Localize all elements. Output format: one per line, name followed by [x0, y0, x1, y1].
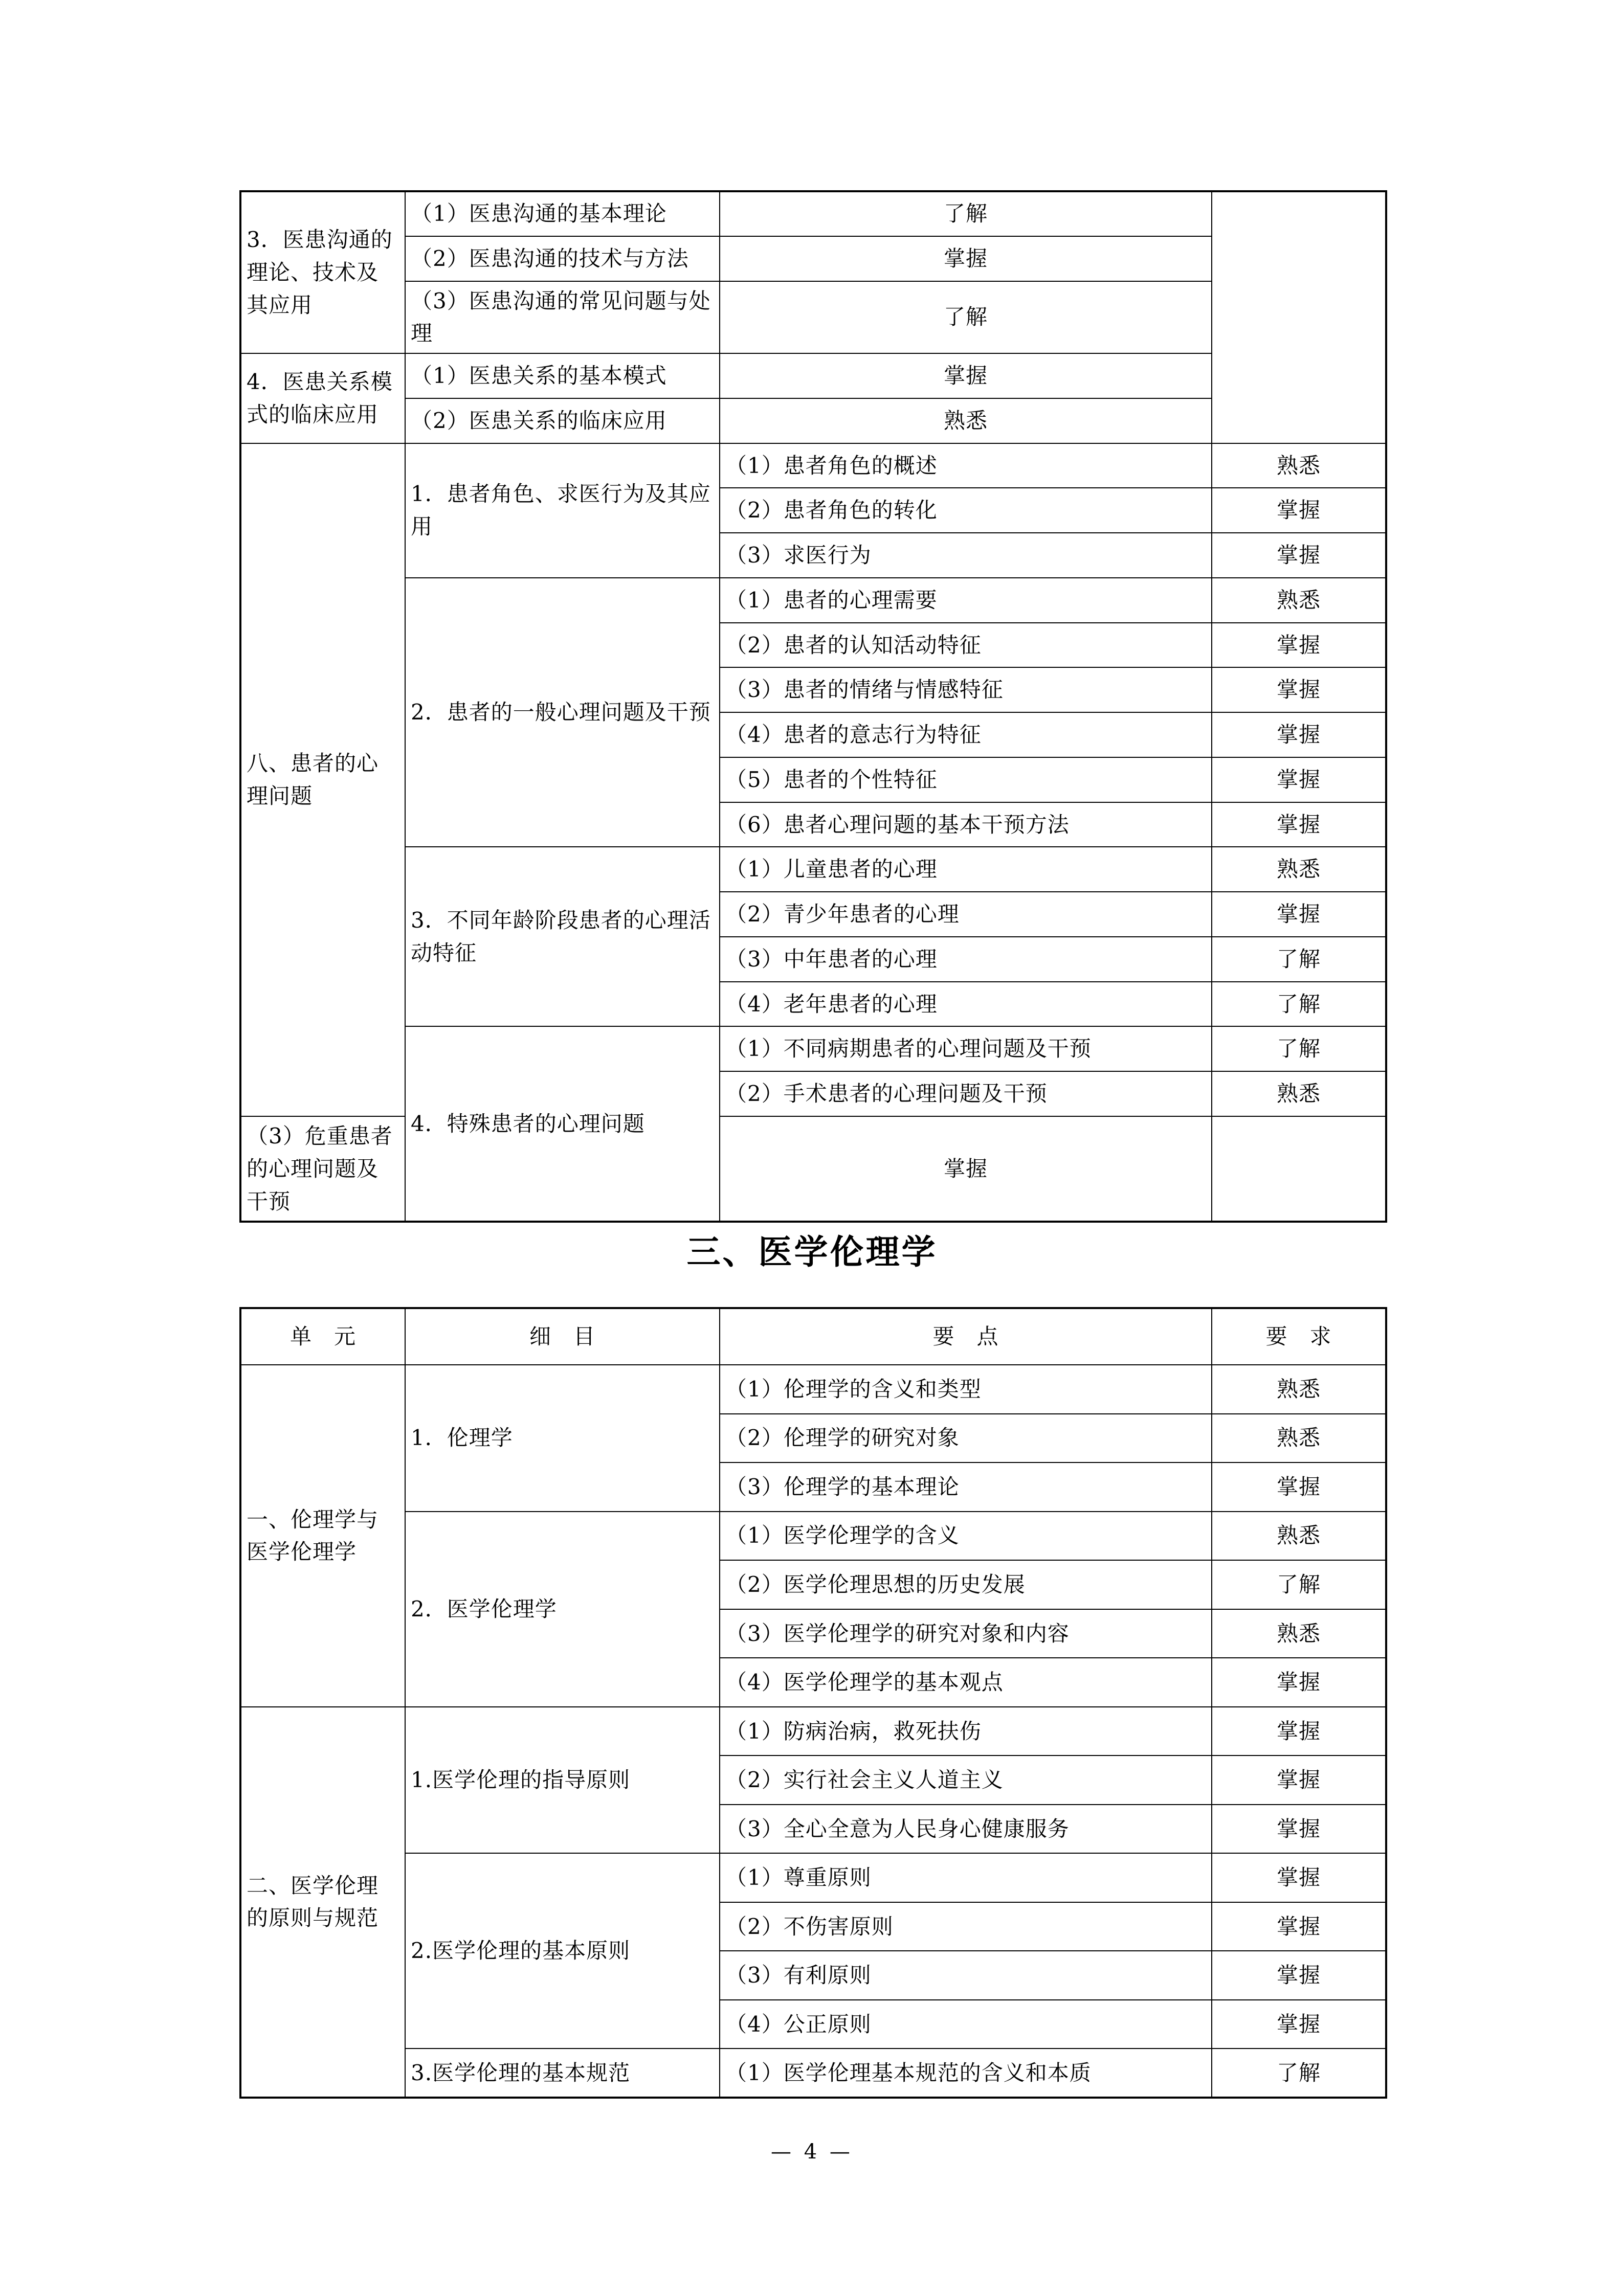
- table-row: [240, 1707, 1386, 1756]
- cell-requirement: 掌握: [1212, 1462, 1386, 1512]
- table-row: [240, 1512, 1386, 1561]
- cell-point: （1）不同病期患者的心理问题及干预: [720, 1026, 1212, 1071]
- column-header-unit: 单 元: [240, 1308, 405, 1365]
- cell-point: （3）中年患者的心理: [720, 937, 1212, 982]
- cell-requirement: 掌握: [720, 1116, 1212, 1222]
- table-row: [240, 443, 1386, 488]
- cell-requirement: 了解: [1212, 1560, 1386, 1609]
- cell-detail: 3.医学伦理的基本规范: [405, 2049, 720, 2098]
- cell-requirement: 掌握: [720, 236, 1212, 281]
- table-row: [240, 1026, 1386, 1071]
- page-footer: — 4 —: [771, 2140, 853, 2164]
- cell-detail: 2．医学伦理学: [405, 1512, 720, 1707]
- syllabus-table-bottom: [239, 1307, 1387, 2099]
- cell-detail: 2.医学伦理的基本原则: [405, 1853, 720, 2049]
- cell-point: （2）医学伦理思想的历史发展: [720, 1560, 1212, 1609]
- cell-requirement: 掌握: [1212, 667, 1386, 712]
- cell-unit: 一、伦理学与医学伦理学: [240, 1365, 405, 1707]
- cell-detail: 2．患者的一般心理问题及干预: [405, 578, 720, 847]
- cell-requirement: 熟悉: [1212, 1071, 1386, 1116]
- table-row: [240, 398, 1386, 443]
- cell-requirement: 掌握: [1212, 2000, 1386, 2049]
- cell-requirement: 掌握: [1212, 1805, 1386, 1854]
- table-row: [240, 353, 1386, 398]
- cell-requirement: 熟悉: [1212, 443, 1386, 488]
- cell-detail: 4．医患关系模式的临床应用: [240, 353, 405, 443]
- cell-point: （3）求医行为: [720, 533, 1212, 578]
- cell-point: （4）老年患者的心理: [720, 982, 1212, 1027]
- cell-requirement: 掌握: [1212, 1658, 1386, 1707]
- cell-point: （6）患者心理问题的基本干预方法: [720, 802, 1212, 847]
- table-row: [240, 847, 1386, 892]
- cell-requirement: 了解: [720, 281, 1212, 354]
- cell-requirement: 熟悉: [1212, 847, 1386, 892]
- cell-requirement: 掌握: [720, 353, 1212, 398]
- cell-requirement: 熟悉: [1212, 1609, 1386, 1658]
- cell-requirement: 熟悉: [1212, 1512, 1386, 1561]
- cell-point: （3）危重患者的心理问题及干预: [240, 1116, 405, 1222]
- table-row: [240, 1853, 1386, 1902]
- cell-requirement: 了解: [720, 191, 1212, 236]
- cell-requirement: 熟悉: [720, 398, 1212, 443]
- cell-point: （1）患者角色的概述: [720, 443, 1212, 488]
- column-header-point: 要 点: [720, 1308, 1212, 1365]
- cell-point: （3）患者的情绪与情感特征: [720, 667, 1212, 712]
- cell-point: （1）儿童患者的心理: [720, 847, 1212, 892]
- table-row: [240, 281, 1386, 354]
- cell-point: （1）患者的心理需要: [720, 578, 1212, 623]
- cell-point: （3）全心全意为人民身心健康服务: [720, 1805, 1212, 1854]
- cell-detail: 3．医患沟通的理论、技术及其应用: [240, 191, 405, 353]
- cell-detail: 3．不同年龄阶段患者的心理活动特征: [405, 847, 720, 1026]
- cell-requirement: 了解: [1212, 1026, 1386, 1071]
- cell-requirement: 掌握: [1212, 1707, 1386, 1756]
- cell-point: （2）医患关系的临床应用: [405, 398, 720, 443]
- cell-point: （3）有利原则: [720, 1951, 1212, 2000]
- cell-requirement: 了解: [1212, 2049, 1386, 2098]
- cell-point: （1）防病治病，救死扶伤: [720, 1707, 1212, 1756]
- cell-requirement: 掌握: [1212, 533, 1386, 578]
- cell-requirement: 掌握: [1212, 1902, 1386, 1951]
- cell-point: （2）患者角色的转化: [720, 488, 1212, 533]
- cell-point: （4）公正原则: [720, 2000, 1212, 2049]
- cell-point: （1）尊重原则: [720, 1853, 1212, 1902]
- cell-point: （2）实行社会主义人道主义: [720, 1755, 1212, 1805]
- cell-point: （4）医学伦理学的基本观点: [720, 1658, 1212, 1707]
- cell-unit: 八、患者的心理问题: [240, 443, 405, 1116]
- cell-point: （1）医患沟通的基本理论: [405, 191, 720, 236]
- cell-point: （2）患者的认知活动特征: [720, 623, 1212, 668]
- cell-point: （1）医学伦理学的含义: [720, 1512, 1212, 1561]
- cell-point: （3）伦理学的基本理论: [720, 1462, 1212, 1512]
- cell-point: （3）医患沟通的常见问题与处理: [405, 281, 720, 354]
- cell-requirement: 熟悉: [1212, 1414, 1386, 1463]
- column-header-detail: 细 目: [405, 1308, 720, 1365]
- cell-requirement: 掌握: [1212, 488, 1386, 533]
- column-header-req: 要 求: [1212, 1308, 1386, 1365]
- cell-point: （1）医患关系的基本模式: [405, 353, 720, 398]
- cell-point: （4）患者的意志行为特征: [720, 712, 1212, 757]
- cell-requirement: 掌握: [1212, 757, 1386, 802]
- cell-requirement: 了解: [1212, 982, 1386, 1027]
- table-row: [240, 236, 1386, 281]
- cell-detail: 1．伦理学: [405, 1365, 720, 1512]
- cell-point: （2）伦理学的研究对象: [720, 1414, 1212, 1463]
- cell-requirement: 掌握: [1212, 1755, 1386, 1805]
- cell-requirement: 熟悉: [1212, 1365, 1386, 1414]
- cell-point: （5）患者的个性特征: [720, 757, 1212, 802]
- cell-detail: 1．患者角色、求医行为及其应用: [405, 443, 720, 578]
- cell-point: （1）医学伦理基本规范的含义和本质: [720, 2049, 1212, 2098]
- table-row: [240, 578, 1386, 623]
- table-row: [240, 191, 1386, 236]
- cell-detail: 1.医学伦理的指导原则: [405, 1707, 720, 1854]
- cell-point: （2）不伤害原则: [720, 1902, 1212, 1951]
- cell-requirement: 掌握: [1212, 1853, 1386, 1902]
- cell-requirement: 掌握: [1212, 892, 1386, 937]
- cell-point: （2）手术患者的心理问题及干预: [720, 1071, 1212, 1116]
- cell-point: （2）青少年患者的心理: [720, 892, 1212, 937]
- cell-requirement: 掌握: [1212, 712, 1386, 757]
- syllabus-table-top: [239, 190, 1387, 1223]
- cell-requirement: 掌握: [1212, 1951, 1386, 2000]
- cell-requirement: 熟悉: [1212, 578, 1386, 623]
- section-title: 三、医学伦理学: [686, 1232, 938, 1272]
- table-row: [240, 2049, 1386, 2098]
- cell-requirement: 了解: [1212, 937, 1386, 982]
- table-row: [240, 1365, 1386, 1414]
- cell-requirement: 掌握: [1212, 623, 1386, 668]
- cell-point: （2）医患沟通的技术与方法: [405, 236, 720, 281]
- cell-point: （3）医学伦理学的研究对象和内容: [720, 1609, 1212, 1658]
- table-header-row: [240, 1308, 1386, 1365]
- cell-requirement: 掌握: [1212, 802, 1386, 847]
- cell-unit: 二、医学伦理的原则与规范: [240, 1707, 405, 2098]
- cell-detail: 4．特殊患者的心理问题: [405, 1026, 720, 1222]
- cell-point: （1）伦理学的含义和类型: [720, 1365, 1212, 1414]
